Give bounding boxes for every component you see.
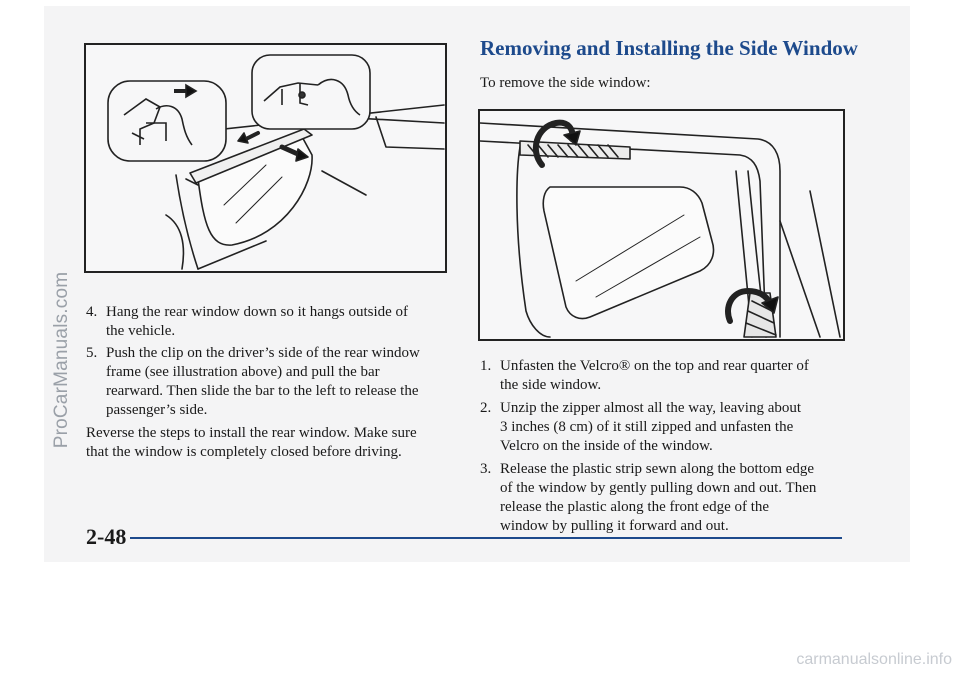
side-watermark: ProCarManuals.com xyxy=(51,271,72,449)
step-line: release the plastic along the front edge of the xyxy=(500,499,770,515)
step-line: Push the clip on the driver’s side of the rear window xyxy=(106,345,420,361)
step-line: rearward. Then slide the bar to the left to release the xyxy=(106,383,419,399)
step-line: passenger’s side. xyxy=(106,402,208,418)
step-line: the side window. xyxy=(500,377,602,393)
step-line: Hang the rear window down so it hangs outside of xyxy=(106,304,409,320)
step-number: 4. xyxy=(86,304,98,320)
step-line: Unfasten the Velcro® on the top and rear quarter of xyxy=(500,358,809,374)
paragraph-line: that the window is completely closed before driving. xyxy=(86,444,402,460)
step-line: of the window by gently pulling down and out. Then xyxy=(500,480,817,496)
step-line: Release the plastic strip sewn along the bottom edge xyxy=(500,461,815,477)
step-line: Velcro on the inside of the window. xyxy=(500,438,713,454)
paragraph-line: Reverse the steps to install the rear window. Make sure xyxy=(86,425,417,441)
intro-text: To remove the side window: xyxy=(480,75,651,91)
step-line: the vehicle. xyxy=(106,323,176,339)
page-number: 2-48 xyxy=(86,524,127,549)
side-window-drawing xyxy=(480,111,843,339)
rear-window-illustration xyxy=(84,43,447,273)
rear-window-drawing xyxy=(86,45,445,271)
step-line: Unzip the zipper almost all the way, leaving about xyxy=(500,400,802,416)
step-number: 2. xyxy=(480,400,492,416)
closing-paragraph xyxy=(86,424,466,462)
side-window-illustration xyxy=(478,109,845,341)
step-line: 3 inches (8 cm) of it still zipped and unfasten the xyxy=(500,419,794,435)
step-line: window by pulling it forward and out. xyxy=(500,518,729,534)
step-number: 1. xyxy=(480,358,492,374)
footer-rule xyxy=(130,537,842,539)
section-heading: Removing and Installing the Side Window xyxy=(480,36,858,60)
bottom-watermark: carmanualsonline.info xyxy=(796,651,952,668)
step-number: 5. xyxy=(86,345,98,361)
step-number: 3. xyxy=(480,461,492,477)
step-line: frame (see illustration above) and pull the bar xyxy=(106,364,380,380)
